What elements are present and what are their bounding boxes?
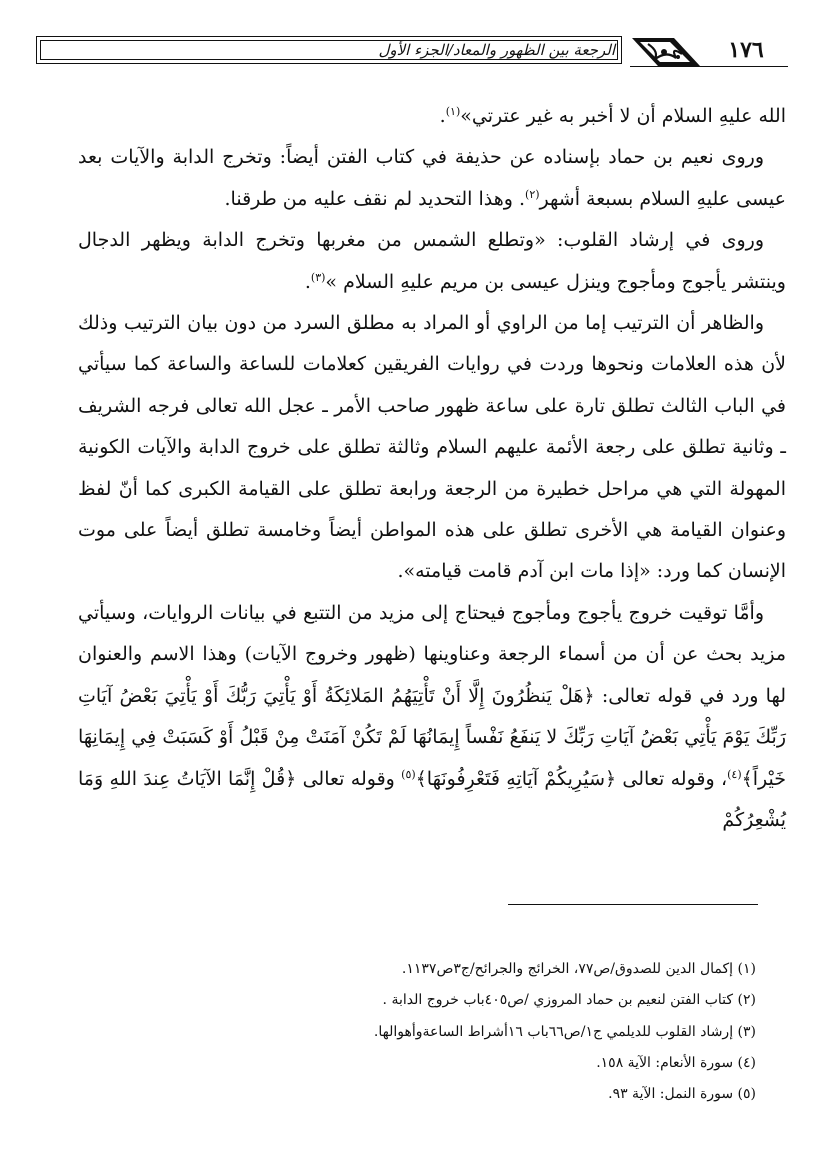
running-title-frame [36,36,622,64]
paragraph-text: . وهذا التحديد لم نقف عليه من طرقنا. [224,187,526,210]
paragraph-text: . [304,270,311,293]
running-title: الرجعة بين الظهور والمعاد/الجزء الأول [378,41,615,59]
footnote-marker: (٣) [310,270,326,284]
running-header [36,32,788,74]
header-ornament-icon [630,32,702,70]
footnote-separator [508,904,758,905]
paragraph [78,593,786,841]
paragraph-text: وروى نعيم بن حماد بإسناده عن حذيفة في كتاب الفتن أيضاً: وتخرج الدابة والآيات بعد عيسى عليهِ السلام بسبعة أشهر [78,146,786,210]
footnote: (٥) سورة النمل: الآية ٩٣. [608,1086,756,1103]
paragraph-text: ، وقوله تعالى ﴿سَيُرِيكُمْ آيَاتِهِ فَتَعْرِفُونَهَا﴾ [415,767,728,790]
header-rule [630,66,788,67]
footnote: (٢) كتاب الفتن لنعيم بن حماد المروزي /ص٤٠٥باب خروج الدابة . [382,992,756,1009]
footnote-marker: (٤) [727,767,742,781]
footnote: (٣) إرشاد القلوب للديلمي ج١/ص٦٦باب ١٦أشراط الساعةوأهوالها. [373,1023,756,1040]
paragraph-text: . [439,105,446,127]
footnote: (٤) سورة الأنعام: الآية ١٥٨. [596,1054,756,1071]
main-text [78,96,786,841]
page-number: ١٧٦ [728,37,764,63]
footnotes [78,954,756,1110]
paragraph [78,303,786,593]
paragraph-text: الله عليهِ السلام أن لا أخبر به غير عترتي» [460,105,786,127]
paragraph [78,137,786,220]
footnote-marker: (١) [445,105,461,118]
paragraph-text: والظاهر أن الترتيب إما من الراوي أو المراد به مطلق السرد من دون بيان الترتيب وذلك لأن هذه العلامات ونحوها وردت في روايات الفريقين كعلامات للساعة والساعة كما سيأتي في الباب الثالث تطلق تارة على ساعة ظهور صاحب الأمر ـ عجل الله تعالى فرجه الشريف ـ وثانية تطلق على رجعة الأئمة عليهم السلام وثالثة تطلق على خروج الدابة والآيات الكونية المهولة التي هي مراحل خطيرة من الرجعة ورابعة تطلق على القيامة الكبرى كما أنّ لفظ وعنوان القيامة هي الأخرى تطلق على هذه المواطن أيضاً وخامسة تطلق أيضاً على موت الإنسان كما ورد: «إذا مات ابن آدم قامت قيامته». [78,312,786,583]
paragraph-text: وأمَّا توقيت خروج يأجوج ومأجوج فيحتاج إلى مزيد من التتبع في بيانات الروايات، وسيأتي مزيد بحث عن أن من أسماء الرجعة وعناوينها (ظهور وخروج الآيات) وهذا الاسم والعنوان لها ورد في قوله تعالى: ﴿هَلْ يَنظُرُونَ إِلَّا أَنْ تَأْتِيَهُمُ المَلائِكَةُ أَوْ يَأْتِيَ رَبُّكَ أَوْ يَأْتِيَ بَعْضُ آيَاتِ رَبِّكَ يَوْمَ يَأْتِي بَعْضُ آيَاتِ رَبِّكَ لا يَنفَعُ نَفْساً إِيمَانُهَا لَمْ تَكُنْ آمَنَتْ مِنْ قَبْلُ أَوْ كَسَبَتْ فِي إِيمَانِهَا خَيْراً﴾ [78,601,786,790]
footnote-marker: (٥) [401,767,416,781]
footnote: (١) إكمال الدين للصدوق/ص٧٧، الخرائج والجرائح/ج٣ص١١٣٧. [401,961,756,977]
paragraph-text: وروى في إرشاد القلوب: «وتطلع الشمس من مغربها وتخرج الدابة ويظهر الدجال وينتشر يأجوج ومأجوج وينزل عيسى بن مريم عليهِ السلام » [78,229,786,293]
paragraph-text: وقوله تعالى ﴿قُلْ إِنَّمَا الآيَاتُ عِندَ اللهِ وَمَا يُشْعِرُكُمْ [78,767,786,831]
paragraph [78,96,786,137]
paragraph [78,220,786,303]
footnote-marker: (٢) [525,187,540,201]
